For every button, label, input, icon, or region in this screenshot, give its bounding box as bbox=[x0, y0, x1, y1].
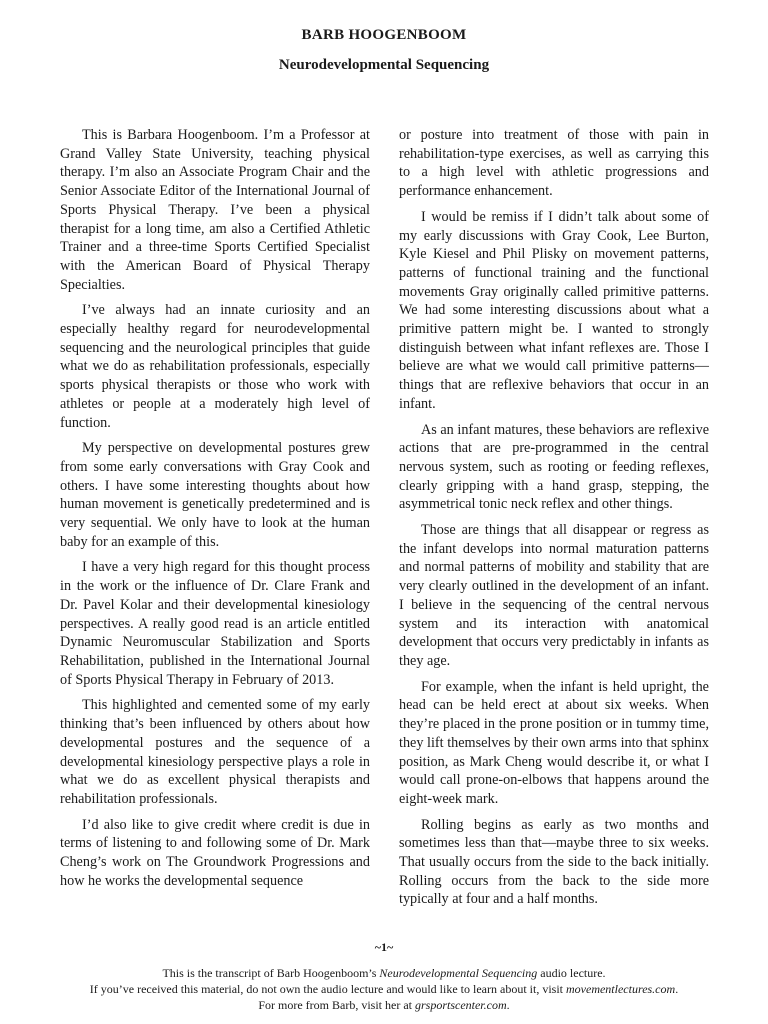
footer-text: This is the transcript of Barb Hoogenboom’s bbox=[162, 966, 380, 980]
right-column bbox=[399, 126, 709, 916]
lecture-title: Neurodevelopmental Sequencing bbox=[379, 966, 538, 980]
page-number: ~1~ bbox=[374, 940, 394, 954]
left-column bbox=[60, 126, 370, 897]
footer-line-3 bbox=[0, 997, 768, 1013]
paragraph: This is Barbara Hoogenboom. I’m a Professor at Grand Valley State University, teaching physical therapy. I’m also an Associate Program Chair and the Senior Associate Editor of the International Journal of Sports Physical Therapy. I’ve been a physical therapist for a long time, am also a Certified Athletic Trainer and a three-time Sports Certified Specialist with the American Board of Physical Therapy Specialties. bbox=[60, 127, 370, 293]
paragraph: I’ve always had an innate curiosity and an especially healthy regard for neurodevelopmental sequencing and the neurological principles that guide what we do as rehabilitation professionals, especially sports physical therapists or those who work with athletes or people at a moderately high level of function. bbox=[60, 302, 370, 431]
page-title: Neurodevelopmental Sequencing bbox=[278, 57, 490, 73]
paragraph: For example, when the infant is held upright, the head can be held erect at about six weeks. When they’re placed in the prone position or in tummy time, they lift themselves by their own arms into that sphinx position, as Mark Cheng would describe it, or what I would call prone-on-elbows that happens around the eight-week mark. bbox=[399, 678, 709, 807]
paragraph: This highlighted and cemented some of my early thinking that’s been influenced by others about how developmental postures and the sequence of a developmental kinesiology perspective plays a role in what we do as excellent physical therapists and rehabilitation professionals. bbox=[60, 697, 370, 807]
paragraph: I have a very high regard for this thought process in the work or the influence of Dr. Clare Frank and Dr. Pavel Kolar and their developmental kinesiology perspectives. A really good read is an article entitled Dynamic Neuromuscular Stabilization and Sports Rehabilitation, published in the International Journal of Sports Physical Therapy in February of 2013. bbox=[60, 559, 370, 688]
footer-text: audio lecture. bbox=[537, 966, 606, 980]
footer-text: . bbox=[506, 998, 510, 1012]
grsportscenter-link[interactable]: grsportscenter.com bbox=[414, 998, 507, 1012]
paragraph-continuation: or posture into treatment of those with pain in rehabilitation-type exercises, as well as carrying this to a high level with athletic progressions and performance enhancement. bbox=[399, 127, 709, 200]
paragraph: Those are things that all disappear or regress as the infant develops into normal maturation patterns and normal patterns of mobility and stability that are very clearly outlined in the development of an infant. I believe in the sequencing of the central nervous system and its interaction with anatomical development that occurs very predictably in infants as they age. bbox=[399, 522, 709, 669]
author-heading: BARB HOOGENBOOM bbox=[301, 27, 467, 43]
movementlectures-link[interactable]: movementlectures.com bbox=[566, 982, 676, 996]
footer bbox=[0, 965, 768, 1013]
footer-line-1 bbox=[0, 965, 768, 981]
footer-text: If you’ve received this material, do not own the audio lecture and would like to learn about it, visit bbox=[89, 982, 566, 996]
paragraph: I would be remiss if I didn’t talk about some of my early discussions with Gray Cook, Lee Burton, Kyle Kiesel and Phil Plisky on movement patterns, patterns of functional training and the functional movements Gray originally called primitive patterns. We had some interesting discussions about what a primitive pattern might be. I wanted to strongly distinguish between what infant reflexes are. Those I believe are what we would call primitive patterns—things that are reflexive behaviors that occur in an infant. bbox=[399, 208, 709, 412]
paragraph: As an infant matures, these behaviors are reflexive actions that are pre-programmed in the central nervous system, such as rooting or feeding reflexes, clearly gripping with a hand grasp, stepping, the asymmetrical tonic neck reflex and other things. bbox=[399, 421, 709, 513]
footer-line-2 bbox=[0, 981, 768, 997]
paragraph: My perspective on developmental postures grew from some early conversations with Gray Cook and others. I have some interesting thoughts about how human movement is genetically predetermined and is very sequential. We only have to look at the human baby for an example of this. bbox=[60, 440, 370, 550]
footer-text: For more from Barb, visit her at bbox=[258, 998, 415, 1012]
footer-text: . bbox=[675, 982, 679, 996]
paragraph: Rolling begins as early as two months and sometimes less than that—maybe three to six weeks. That usually occurs from the side to the back initially. Rolling occurs from the back to the side more typically at four and a half months. bbox=[399, 816, 709, 908]
paragraph: I’d also like to give credit where credit is due in terms of listening to and following some of Dr. Mark Cheng’s work on The Groundwork Progressions and how he works the developmental sequence bbox=[60, 816, 370, 889]
